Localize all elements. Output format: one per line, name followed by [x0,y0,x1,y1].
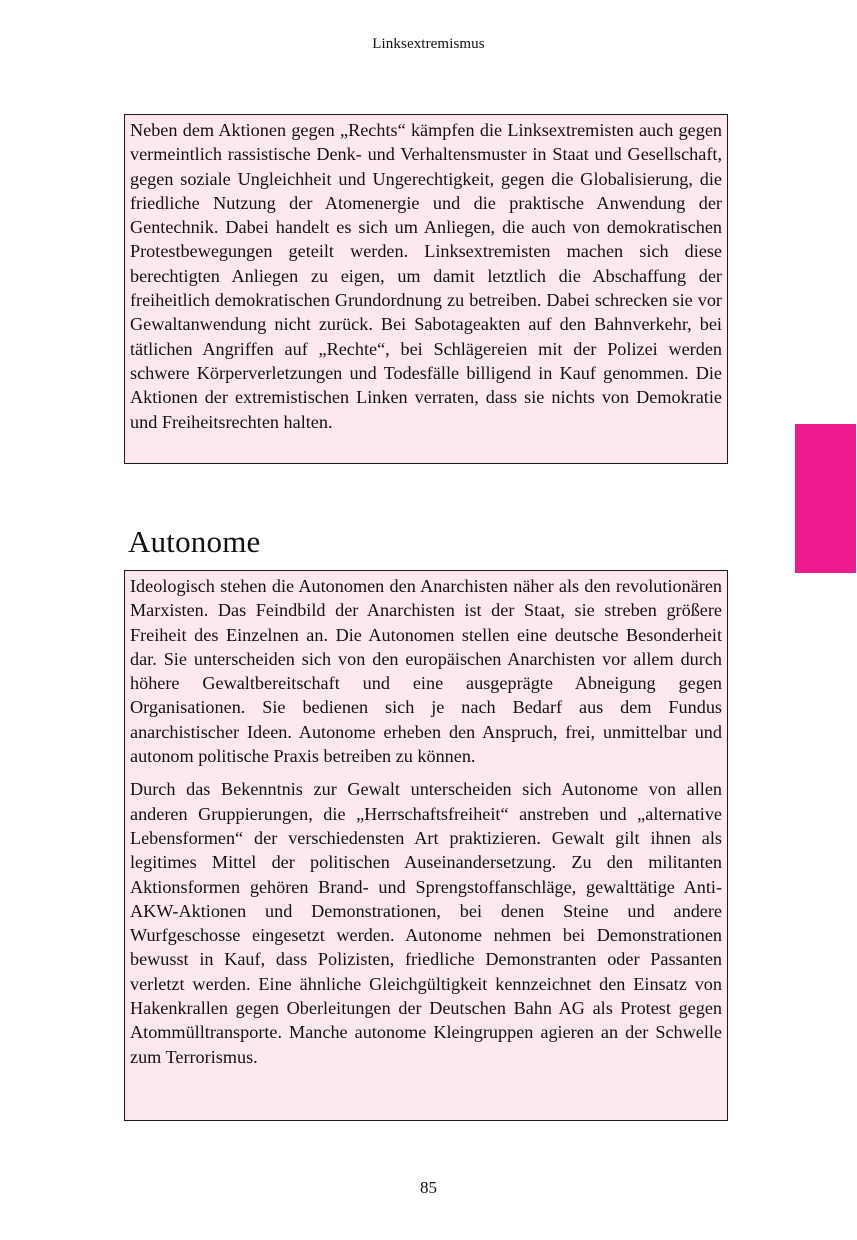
autonome-text-box [124,570,728,1121]
page-number: 85 [420,1178,437,1197]
intro-text-box [124,114,728,464]
section-heading: Autonome [128,524,261,559]
intro-paragraph: Neben dem Aktionen gegen „Rechts“ kämpfen die Linksextremisten auch gegen vermeintlich rassistische Denk- und Verhaltensmuster in Staat und Gesellschaft, gegen soziale Ungleichheit und Ungerechtigkeit, gegen die Globalisierung, die friedliche Nutzung der Atomenergie und die praktische Anwendung der Gentechnik. Dabei handelt es sich um Anliegen, die auch von demokratischen Protestbewegungen geteilt werden. Linksextremisten machen sich diese berechtigten Anliegen zu eigen, um damit letztlich die Abschaffung der freiheitlich demokratischen Grundordnung zu betreiben. Dabei schrecken sie vor Gewaltanwendung nicht zurück. Bei Sabotageakten auf den Bahnverkehr, bei tätlichen Angriffen auf „Rechte“, bei Schlägereien mit der Polizei werden schwere Körperverletzungen und Todesfälle billigend in Kauf genommen. Die Aktionen der extremistischen Linken verraten, dass sie nichts von Demokratie und Freiheitsrechten halten. [130,120,722,432]
running-header: Linksextremismus [372,36,485,52]
chapter-thumb-tab [795,424,856,573]
autonome-paragraph-1: Ideologisch stehen die Autonomen den Anarchisten näher als den revolutionären Marxisten. Das Feindbild der Anarchisten ist der Staat, sie streben größere Freiheit des Einzelnen an. Die Autonomen stellen eine deutsche Besonderheit dar. Sie unterscheiden sich von den europäischen Anarchisten vor allem durch höhere Gewaltbereitschaft und eine ausgeprägte Abneigung gegen Organisationen. Sie bedienen sich je nach Bedarf aus dem Fundus anarchistischer Ideen. Autonome erheben den Anspruch, frei, unmittelbar und autonom politische Praxis betreiben zu können. [130,576,722,767]
autonome-paragraph-2: Durch das Bekenntnis zur Gewalt unterscheiden sich Autonome von allen anderen Gruppierungen, die „Herrschaftsfreiheit“ anstreben und „alternative Lebensformen“ der verschiedensten Art praktizieren. Gewalt gilt ihnen als legitimes Mittel der politischen Auseinandersetzung. Zu den militanten Aktionsformen gehören Brand- und Sprengstoffanschläge, gewalttätige Anti-AKW-Aktionen und Demonstrationen, bei denen Steine und andere Wurfgeschosse eingesetzt werden. Autonome nehmen bei Demonstrationen bewusst in Kauf, dass Polizisten, friedliche Demonstranten oder Passanten verletzt werden. Eine ähnliche Gleichgültigkeit kennzeichnet den Einsatz von Hakenkrallen gegen Oberleitungen der Deutschen Bahn AG als Protest gegen Atommülltransporte. Manche autonome Kleingruppen agieren an der Schwelle zum Terrorismus. [130,779,722,1067]
